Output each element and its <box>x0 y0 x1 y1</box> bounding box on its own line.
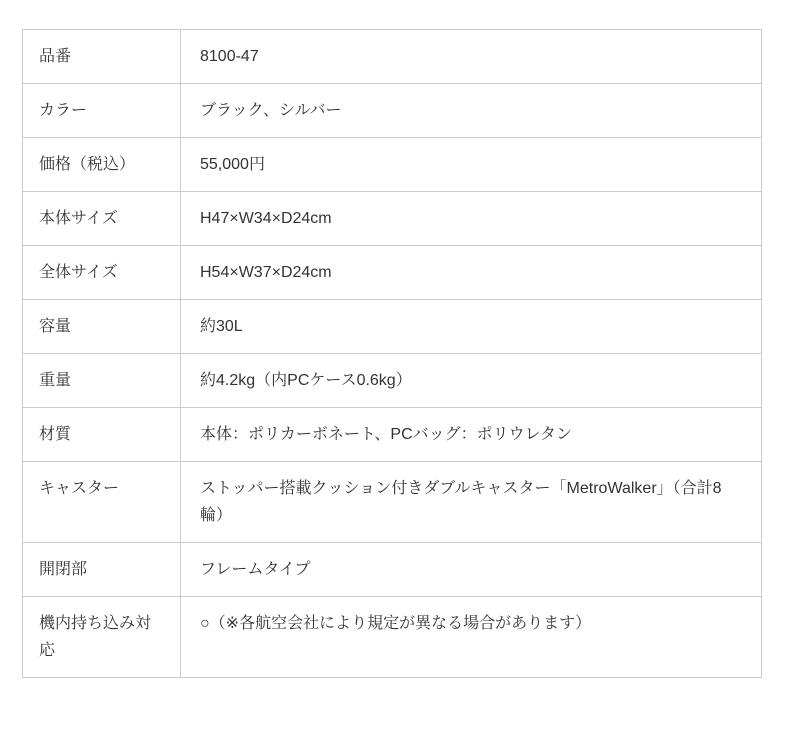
spec-row <box>23 300 762 354</box>
spec-label-cell: 価格（税込） <box>23 138 181 192</box>
spec-value-cell: 約30L <box>181 300 762 354</box>
spec-row <box>23 354 762 408</box>
spec-label-cell: 機内持ち込み対応 <box>23 597 181 678</box>
spec-value-cell: フレームタイプ <box>181 543 762 597</box>
spec-row <box>23 192 762 246</box>
spec-row <box>23 462 762 543</box>
spec-label-cell: 開閉部 <box>23 543 181 597</box>
spec-label-cell: 品番 <box>23 30 181 84</box>
spec-label-cell: 容量 <box>23 300 181 354</box>
spec-label-cell: キャスター <box>23 462 181 543</box>
spec-value-cell: H47×W34×D24cm <box>181 192 762 246</box>
spec-value-cell: ストッパー搭載クッション付きダブルキャスター「MetroWalker」（合計8輪） <box>181 462 762 543</box>
product-spec-table <box>22 29 762 678</box>
spec-label-cell: 材質 <box>23 408 181 462</box>
spec-value-cell: 本体：ポリカーボネート、PCバッグ：ポリウレタン <box>181 408 762 462</box>
spec-value-cell: 8100-47 <box>181 30 762 84</box>
spec-row <box>23 543 762 597</box>
spec-row <box>23 84 762 138</box>
spec-row <box>23 138 762 192</box>
spec-label-cell: 本体サイズ <box>23 192 181 246</box>
spec-row <box>23 408 762 462</box>
spec-row <box>23 30 762 84</box>
spec-label-cell: カラー <box>23 84 181 138</box>
spec-value-cell: 55,000円 <box>181 138 762 192</box>
spec-value-cell: H54×W37×D24cm <box>181 246 762 300</box>
spec-value-cell: ブラック、シルバー <box>181 84 762 138</box>
spec-label-cell: 全体サイズ <box>23 246 181 300</box>
spec-value-cell: 約4.2kg（内PCケース0.6kg） <box>181 354 762 408</box>
spec-table-body <box>23 30 762 678</box>
spec-row <box>23 597 762 678</box>
spec-value-cell: ○（※各航空会社により規定が異なる場合があります） <box>181 597 762 678</box>
spec-label-cell: 重量 <box>23 354 181 408</box>
spec-row <box>23 246 762 300</box>
